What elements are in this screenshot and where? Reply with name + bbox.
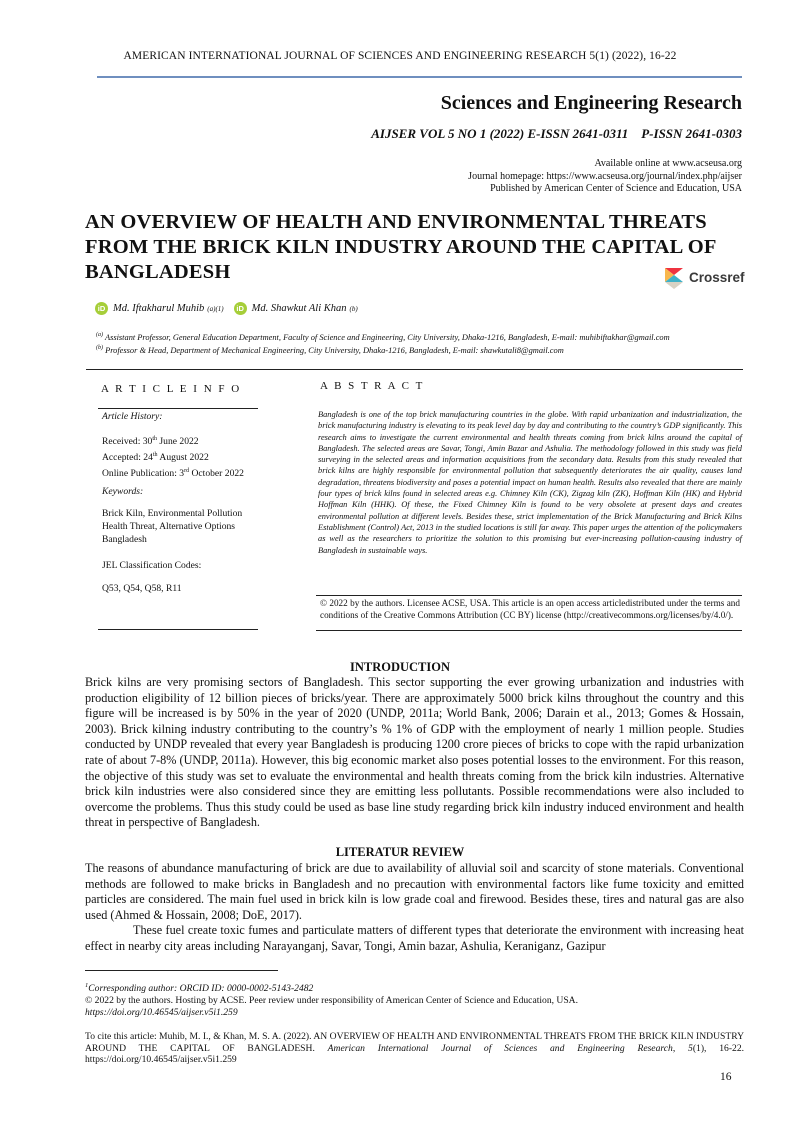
available-online[interactable]: Available online at www.acseusa.org [594,158,742,169]
keyword-line: Health Threat, Alternative Options [102,520,236,532]
keywords-list [102,508,242,546]
received-date: Received: 30th June 2022 [102,436,199,448]
doi-link[interactable]: https://doi.org/10.46545/aijser.v5i1.259 [85,1006,238,1018]
affiliation-line: $^{(b)}$ Professor & Head, Department of Mechanical Engineering, City University, Dhaka-1216, Bangladesh, E-mail: shawkutali8@gmail.com [96,344,564,355]
divider [98,408,258,409]
running-head: AMERICAN INTERNATIONAL JOURNAL OF SCIENCES AND ENGINEERING RESEARCH 5(1) (2022), 16-22 [123,50,677,62]
author-line [95,302,358,315]
divider [98,629,258,630]
journal-availability [468,158,742,196]
literature-body [85,861,744,955]
journal-volume-line: AIJSER VOL 5 NO 1 (2022) E-ISSN 2641-0311 P-ISSN 2641-0303 [371,126,742,141]
author-name: Md. Shawkut Ali Khan [251,303,347,314]
corresponding-author: $^1$Corresponding author: ORCID ID: 0000-0002-5143-2482 [85,982,314,995]
online-date: Online Publication: 3rd October 2022 [102,467,244,480]
history-dates [102,433,244,481]
jel-codes: Q53, Q54, Q58, R11 [102,583,182,594]
abstract-text: Bangladesh is one of the top brick manufacturing countries in the globe. With rapid urbanization and industrialization, the brick manufacturing industry is elevating to its peak level day by day and contributing to the country’s GDP significantly. This research aims to investigate the current environmental and health threats coming from brick kilns around the capital of Bangladesh. The selected areas are Savar, Tongi, Amin Bazar and Ashulia. The methodology followed in this study was field surveying in the selected areas and information acquisitions from the secondary data. Results from this study revealed that brick kilns are highly responsible for environmental pollution that subsequently deteriorates the air quality, causes land degradation, threatens biodiversity and poses a potential impact on human health. Results also revealed that there are mainly four types of brick kilns found in selected areas e.g. Chimney Kiln (CK), Zigzag kiln (ZK), Hoffman Kiln (HK) and Hybrid Hoffman Kiln (HHK). Of these, the Fixed Chimney Kiln is found to be very obsolete at present days and creates environmental pollution at different levels. Besides these, strict implementation of the Brick Manufacturing and Brick Kilns Establishment (Control) Act, 2013 in the studied locations is still far away. This paper urges the attention of the policymakers as well as the researchers to prioritize the solution to this promising but ever-increasing pollution-causing industry of Bangladesh in sustainable ways. [318,410,742,555]
introduction-body [85,675,744,831]
jel-label: JEL Classification Codes: [102,560,202,571]
author-name: Md. Iftakharul Muhib [113,303,205,314]
divider [316,595,742,596]
affiliation-line: $^{(a)}$ Assistant Professor, General Education Department, Faculty of Science and Engineering, City University, Dhaka-1216, Bangladesh, E-mail: muhibiftakhar@gmail.com [96,332,670,342]
footnote-rule [85,970,278,971]
journal-homepage[interactable]: Journal homepage: https://www.acseusa.org/journal/index.php/aijser [468,170,742,182]
copyright-note: © 2022 by the authors. Hosting by ACSE. Peer review under responsibility of American Center of Science and Education, USA. [85,994,579,1006]
literature-heading: LITERATUR REVIEW [335,845,465,859]
author-mark: (a)(1) [207,304,224,313]
history-label: Article History: [102,411,163,422]
article-title: AN OVERVIEW OF HEALTH AND ENVIRONMENTAL THREATS FROM THE BRICK KILN INDUSTRY AROUND THE CAPITAL OF BANGLADESH [85,211,716,283]
keyword-line: Bangladesh [102,533,147,545]
journal-name: Sciences and Engineering Research [440,92,742,114]
divider [316,630,742,631]
publisher-line: Published by American Center of Science and Education, USA [490,183,742,194]
keyword-line: Brick Kiln, Environmental Pollution [102,508,243,519]
introduction-heading: INTRODUCTION [349,660,450,674]
crossref-logo[interactable] [663,266,743,292]
divider [86,369,743,370]
crossref-label: Crossref [689,270,745,285]
citation: To cite this article: Muhib, M. I., & Khan, M. S. A. (2022). AN OVERVIEW OF HEALTH AND ENVIRONMENTAL THREATS FROM THE BRICK KILN INDUSTRY AROUND THE CAPITAL OF BANGLADESH. American International Journal of Sciences and Engineering Research, 5(1), 16-22. https://doi.org/10.46545/aijser.v5i1.259 [85,1031,745,1066]
page-number: 16 [720,1071,732,1083]
header-rule [97,76,742,78]
article-info-label: A R T I C L E I N F O [101,383,242,395]
citation-journal: American International Journal of Sciences and Engineering Research [327,1042,673,1054]
footnotes [85,980,744,1019]
license-text: © 2022 by the authors. Licensee ACSE, USA. This article is an open access articledistributed under the terms and conditions of the Creative Commons Attribution (CC BY) license (http://creativecommons.org/licenses/by/4.0/). [320,598,740,620]
keywords-label: Keywords: [102,486,144,497]
introduction-paragraph: Brick kilns are very promising sectors of Bangladesh. This sector supporting the ever growing urbanization and industries with production eligibility of 12 billion pieces of bricks/year. There are approximately 5000 brick kilns throughout the country and this figure will be increased is by 50% in the year of 2020 (UNDP, 2011a; World Bank, 2006; Darain et al., 2013; Gomes & Hossain, 2003). Brick kilning industry contributing to the country’s % 1% of GDP with the employment of nearly 1 million people. Studies conducted by UNDP revealed that every year Bangladesh is producing 1200 crore pieces of bricks to cope with the rapid urbanization rate of about 7-8% (UNDP, 2011a). However, this big economic market also poses potential losses to the environment. For this reason, the objective of this study was set to evaluate the environmental and health threats coming from the brick kiln industries. Alternative brick kiln industries were also considered since they are emitting less pollutants. Possible recommendations were also included to overcome the problems. Thus this study could be used as base line study regarding brick kiln industry induced environment and health threat in perspective of Bangladesh. [85,675,744,830]
affiliations [96,330,756,356]
literature-paragraph: These fuel create toxic fumes and particulate matters of different types that deteriorate the environment with increasing heat effect in nearby city areas including Narayanganj, Savar, Tongi, Amin bazar, Ashulia, Keraniganz, Gazipur [85,923,744,953]
orcid-icon[interactable]: iD [234,302,247,315]
article-history [102,411,162,424]
orcid-icon[interactable]: iD [95,302,108,315]
crossref-icon [663,266,685,290]
accepted-date: Accepted: 24th August 2022 [102,451,209,464]
author-mark: (b) [349,304,358,313]
abstract-label: A B S T R A C T [320,380,425,392]
literature-paragraph: The reasons of abundance manufacturing of brick are due to availability of alluvial soil and scarcity of stone materials. Conventional methods are followed to make bricks in Bangladesh and no precaution with environmental factors like fume toxicity and emitted particles are considered. The main fuel used in brick kiln is low grade coal and firewood. Besides these, tires and natural gas are also used (Ahmed & Hossain, 2008; DoE, 2017). [85,861,744,922]
